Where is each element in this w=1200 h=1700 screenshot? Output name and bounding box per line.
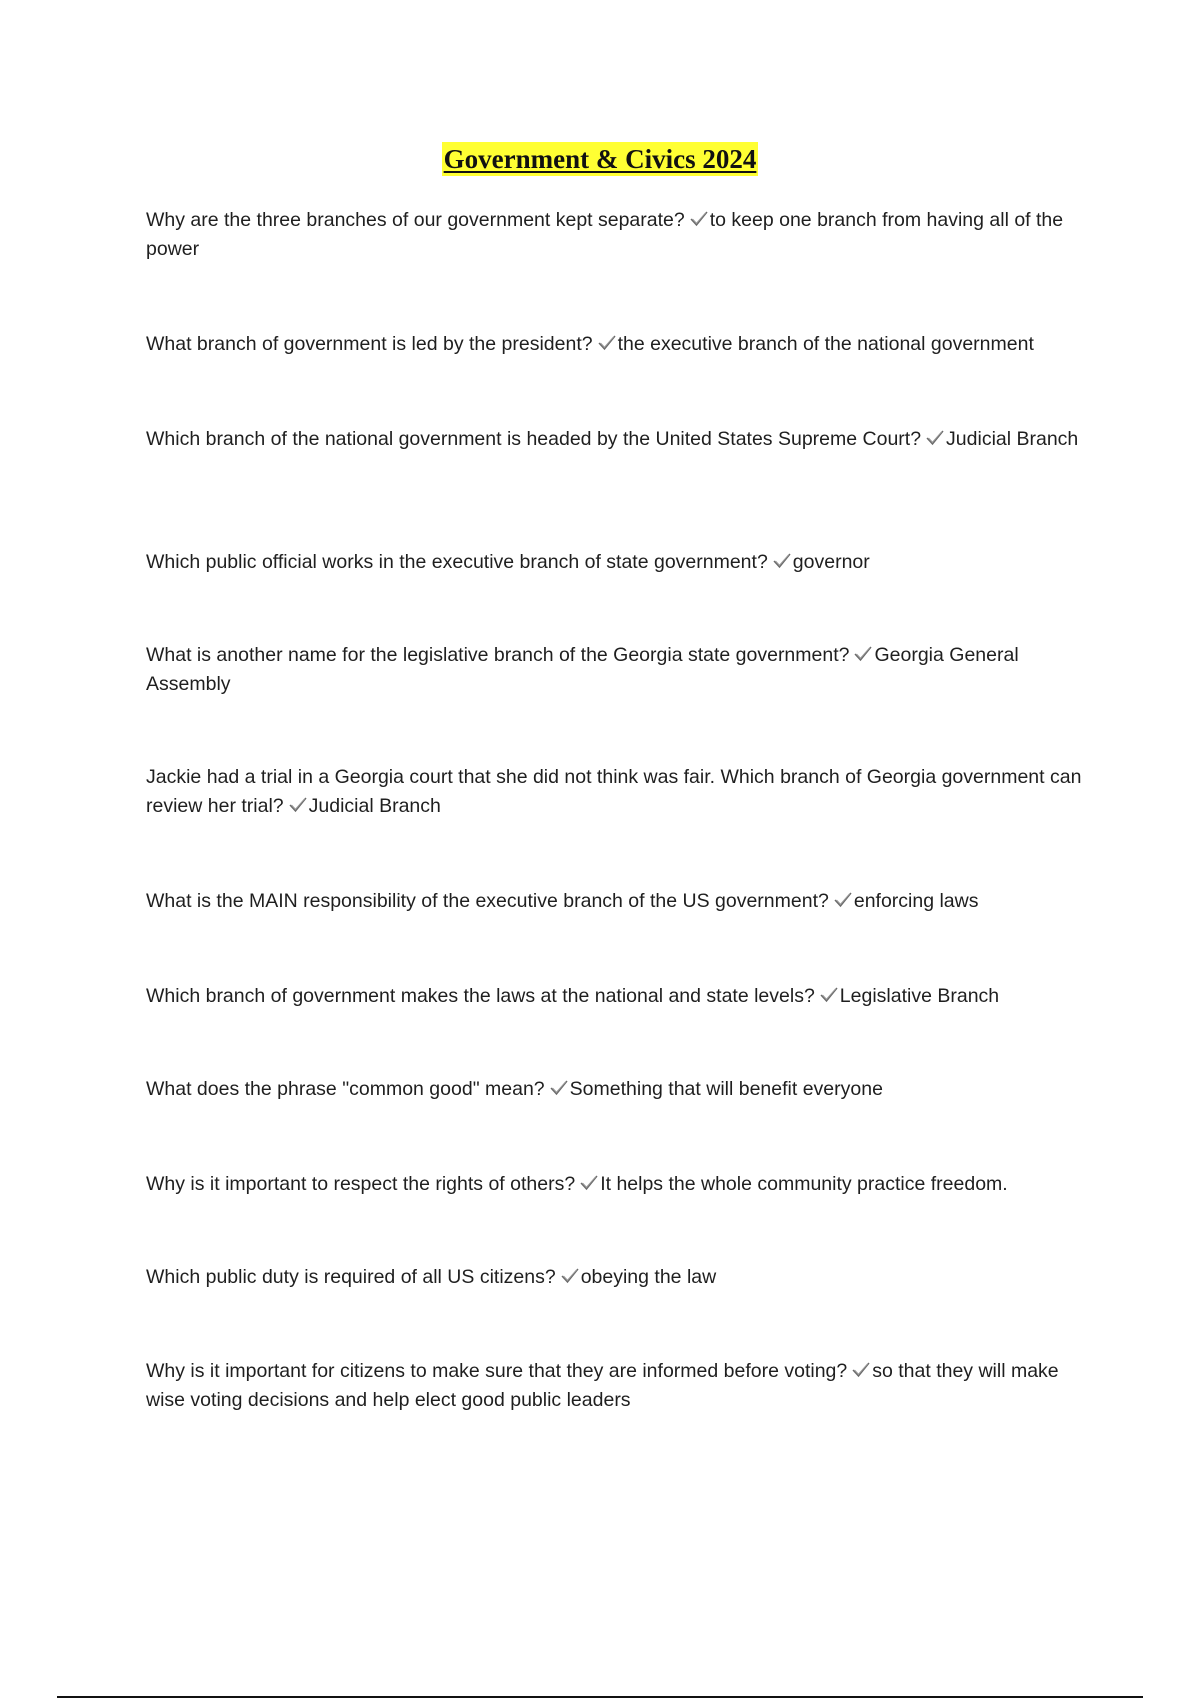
- qa-item: [146, 641, 1096, 699]
- check-mark-icon: [689, 210, 709, 228]
- question-text: Which public duty is required of all US citizens?: [146, 1266, 556, 1288]
- check-mark-icon: [560, 1267, 580, 1285]
- question-text: What is another name for the legislative branch of the Georgia state government?: [146, 644, 850, 666]
- check-mark-icon: [549, 1079, 569, 1097]
- question-text: Which branch of government makes the laws at the national and state levels?: [146, 985, 815, 1007]
- question-text: Why is it important for citizens to make sure that they are informed before voting?: [146, 1360, 848, 1382]
- answer-text: Judicial Branch: [946, 428, 1079, 450]
- qa-item: [146, 1170, 1096, 1199]
- check-mark-icon: [925, 429, 945, 447]
- title-container: [0, 142, 1200, 176]
- check-mark-icon: [853, 645, 873, 663]
- qa-item: [146, 1263, 1096, 1292]
- answer-text: governor: [792, 551, 870, 573]
- answer-text: Judicial Branch: [308, 795, 441, 817]
- answer-text: obeying the law: [580, 1266, 717, 1288]
- answer-text: Something that will benefit everyone: [569, 1078, 883, 1100]
- qa-item: [146, 548, 1096, 577]
- qa-item: [146, 1357, 1096, 1415]
- qa-item: [146, 887, 1096, 916]
- check-mark-icon: [833, 891, 853, 909]
- answer-text: to keep one branch from having all of the power: [146, 209, 1064, 260]
- check-mark-icon: [851, 1361, 871, 1379]
- answer-text: so that they will make wise voting decisions and help elect good public leaders: [146, 1360, 1059, 1411]
- answer-text: the executive branch of the national government: [617, 333, 1034, 355]
- check-mark-icon: [579, 1174, 599, 1192]
- check-mark-icon: [819, 986, 839, 1004]
- qa-item: [146, 1075, 1096, 1104]
- question-text: Which branch of the national government is headed by the United States Supreme Court?: [146, 428, 922, 450]
- question-text: Which public official works in the executive branch of state government?: [146, 551, 768, 573]
- answer-text: Legislative Branch: [839, 985, 1000, 1007]
- check-mark-icon: [288, 796, 308, 814]
- question-text: What branch of government is led by the president?: [146, 333, 593, 355]
- question-text: What does the phrase "common good" mean?: [146, 1078, 545, 1100]
- qa-item: [146, 330, 1096, 359]
- qa-item: [146, 982, 1096, 1011]
- question-text: Jackie had a trial in a Georgia court that she did not think was fair. Which branch of Georgia government can review her trial?: [146, 766, 1082, 817]
- qa-item: [146, 763, 1096, 821]
- answer-text: enforcing laws: [853, 890, 979, 912]
- footer-rule: [57, 1696, 1143, 1698]
- qa-item: [146, 425, 1096, 454]
- check-mark-icon: [772, 552, 792, 570]
- document-title: Government & Civics 2024: [443, 144, 757, 174]
- question-text: What is the MAIN responsibility of the executive branch of the US government?: [146, 890, 829, 912]
- question-text: Why is it important to respect the rights of others?: [146, 1173, 576, 1195]
- qa-item: [146, 206, 1096, 264]
- answer-text: It helps the whole community practice freedom.: [600, 1173, 1008, 1195]
- answer-text: Georgia General Assembly: [146, 644, 1019, 695]
- question-text: Why are the three branches of our government kept separate?: [146, 209, 685, 231]
- check-mark-icon: [597, 334, 617, 352]
